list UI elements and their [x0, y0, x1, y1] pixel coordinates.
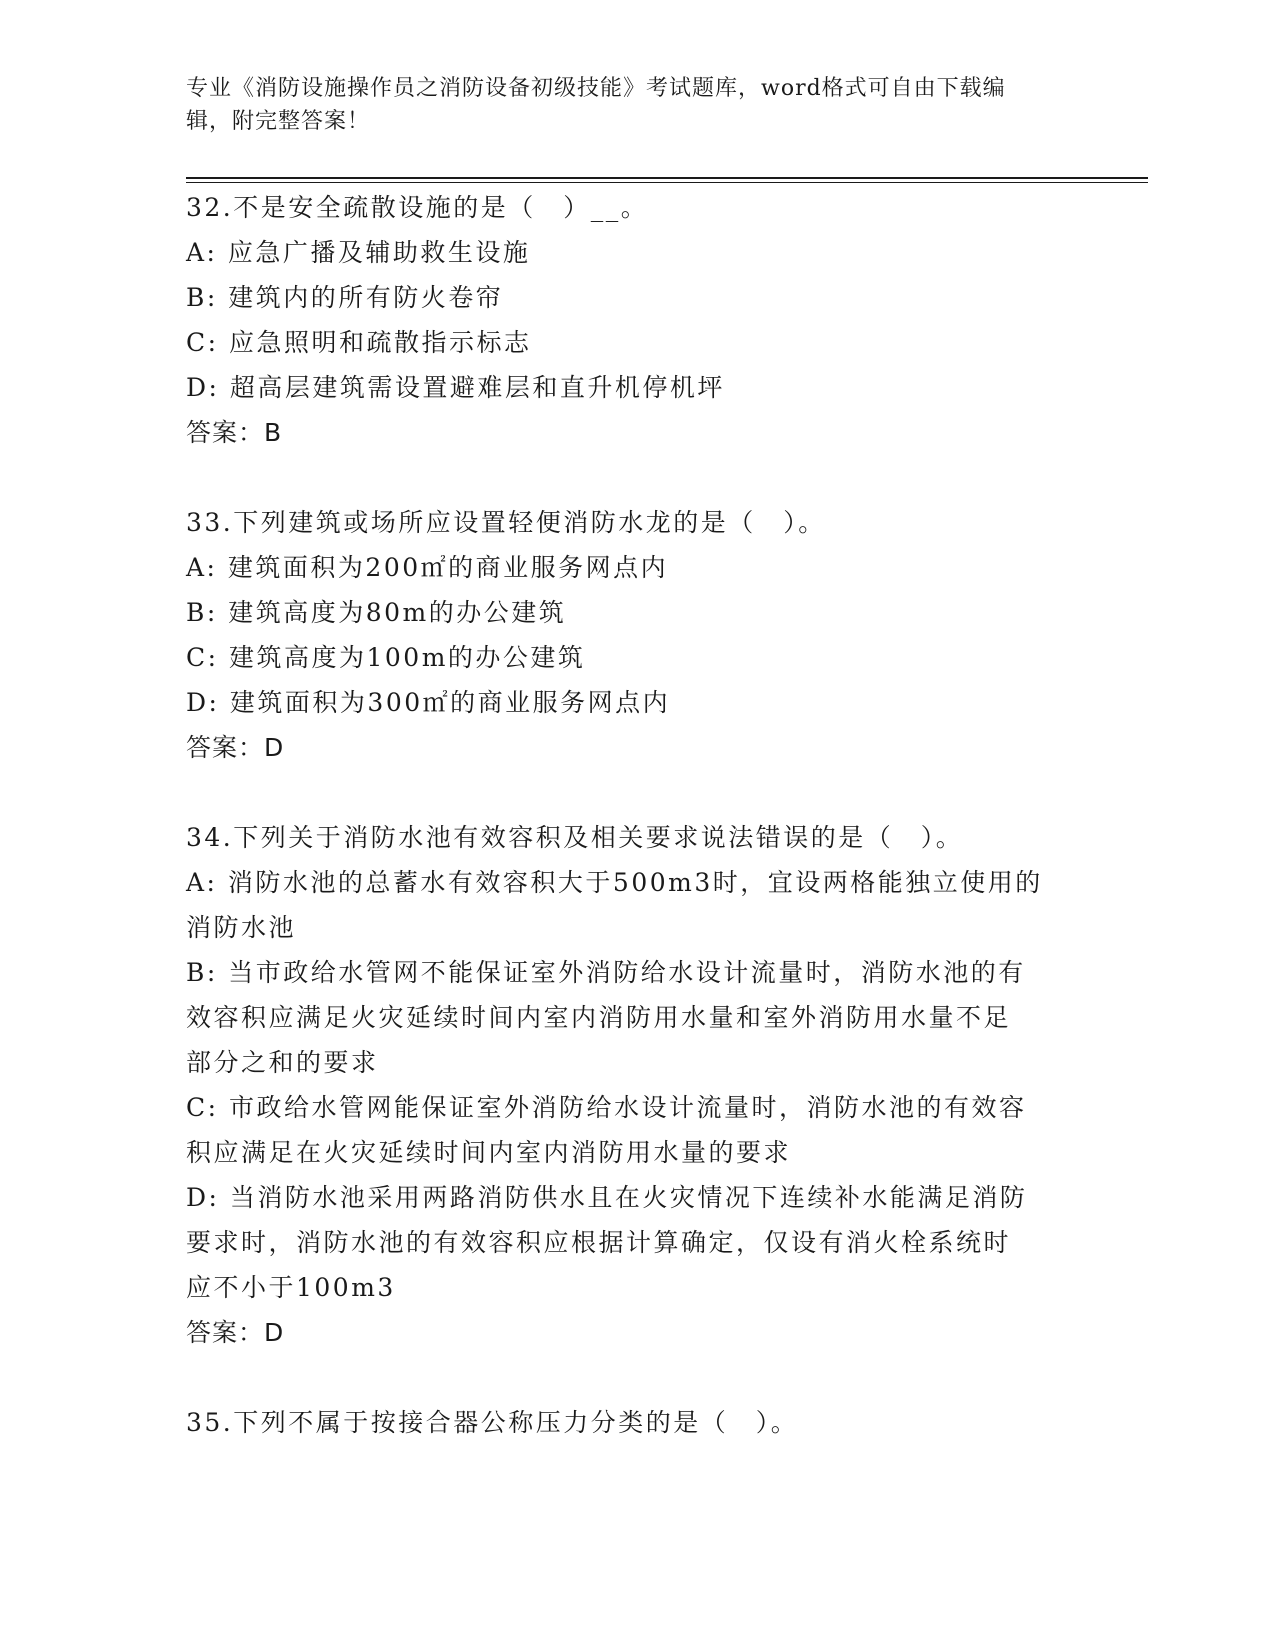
question-32-option-a: A: 应急广播及辅助救生设施	[186, 238, 531, 267]
header-divider-thin	[186, 182, 1148, 183]
question-34-answer: 答案：D	[186, 1318, 285, 1347]
question-32-stem: 32.不是安全疏散设施的是（ ）__。	[186, 193, 649, 222]
question-34-option-c: C: 市政给水管网能保证室外消防给水设计流量时，消防水池的有效容	[186, 1093, 1027, 1122]
question-33-stem: 33.下列建筑或场所应设置轻便消防水龙的是（ ）。	[186, 508, 826, 537]
question-34-option-b-cont-1: 效容积应满足火灾延续时间内室内消防用水量和室外消防用水量不足	[186, 1003, 1012, 1032]
question-32-option-b: B: 建筑内的所有防火卷帘	[186, 283, 504, 312]
question-33-option-d: D: 建筑面积为300㎡的商业服务网点内	[186, 688, 671, 717]
question-32-answer: 答案：B	[186, 418, 283, 447]
header-line-2: 辑，附完整答案！	[186, 109, 371, 134]
header-line-1: 专业《消防设施操作员之消防设备初级技能》考试题库，word格式可自由下载编	[186, 76, 1006, 101]
question-33-option-a: A: 建筑面积为200㎡的商业服务网点内	[186, 553, 669, 582]
question-33-answer: 答案：D	[186, 733, 285, 762]
question-34-option-d-cont-2: 应不小于100m3	[186, 1273, 396, 1302]
question-34-option-b: B: 当市政给水管网不能保证室外消防给水设计流量时，消防水池的有	[186, 958, 1026, 987]
question-34-option-a: A: 消防水池的总蓄水有效容积大于500m3时，宜设两格能独立使用的	[186, 868, 1043, 897]
question-32-option-c: C: 应急照明和疏散指示标志	[186, 328, 532, 357]
question-34-option-d-cont-1: 要求时，消防水池的有效容积应根据计算确定，仅设有消火栓系统时	[186, 1228, 1012, 1257]
question-34-stem: 34.下列关于消防水池有效容积及相关要求说法错误的是（ ）。	[186, 823, 964, 852]
header-divider-thick	[186, 177, 1148, 179]
question-33-option-b: B: 建筑高度为80m的办公建筑	[186, 598, 567, 627]
question-34-option-a-cont: 消防水池	[186, 913, 297, 942]
question-34-option-c-cont: 积应满足在火灾延续时间内室内消防用水量的要求	[186, 1138, 792, 1167]
question-34-option-b-cont-2: 部分之和的要求	[186, 1048, 379, 1077]
document-header	[186, 72, 1066, 138]
question-32-option-d: D: 超高层建筑需设置避难层和直升机停机坪	[186, 373, 725, 402]
question-35-stem: 35.下列不属于按接合器公称压力分类的是（ ）。	[186, 1408, 799, 1437]
question-33-option-c: C: 建筑高度为100m的办公建筑	[186, 643, 586, 672]
question-34-option-d: D: 当消防水池采用两路消防供水且在火灾情况下连续补水能满足消防	[186, 1183, 1028, 1212]
